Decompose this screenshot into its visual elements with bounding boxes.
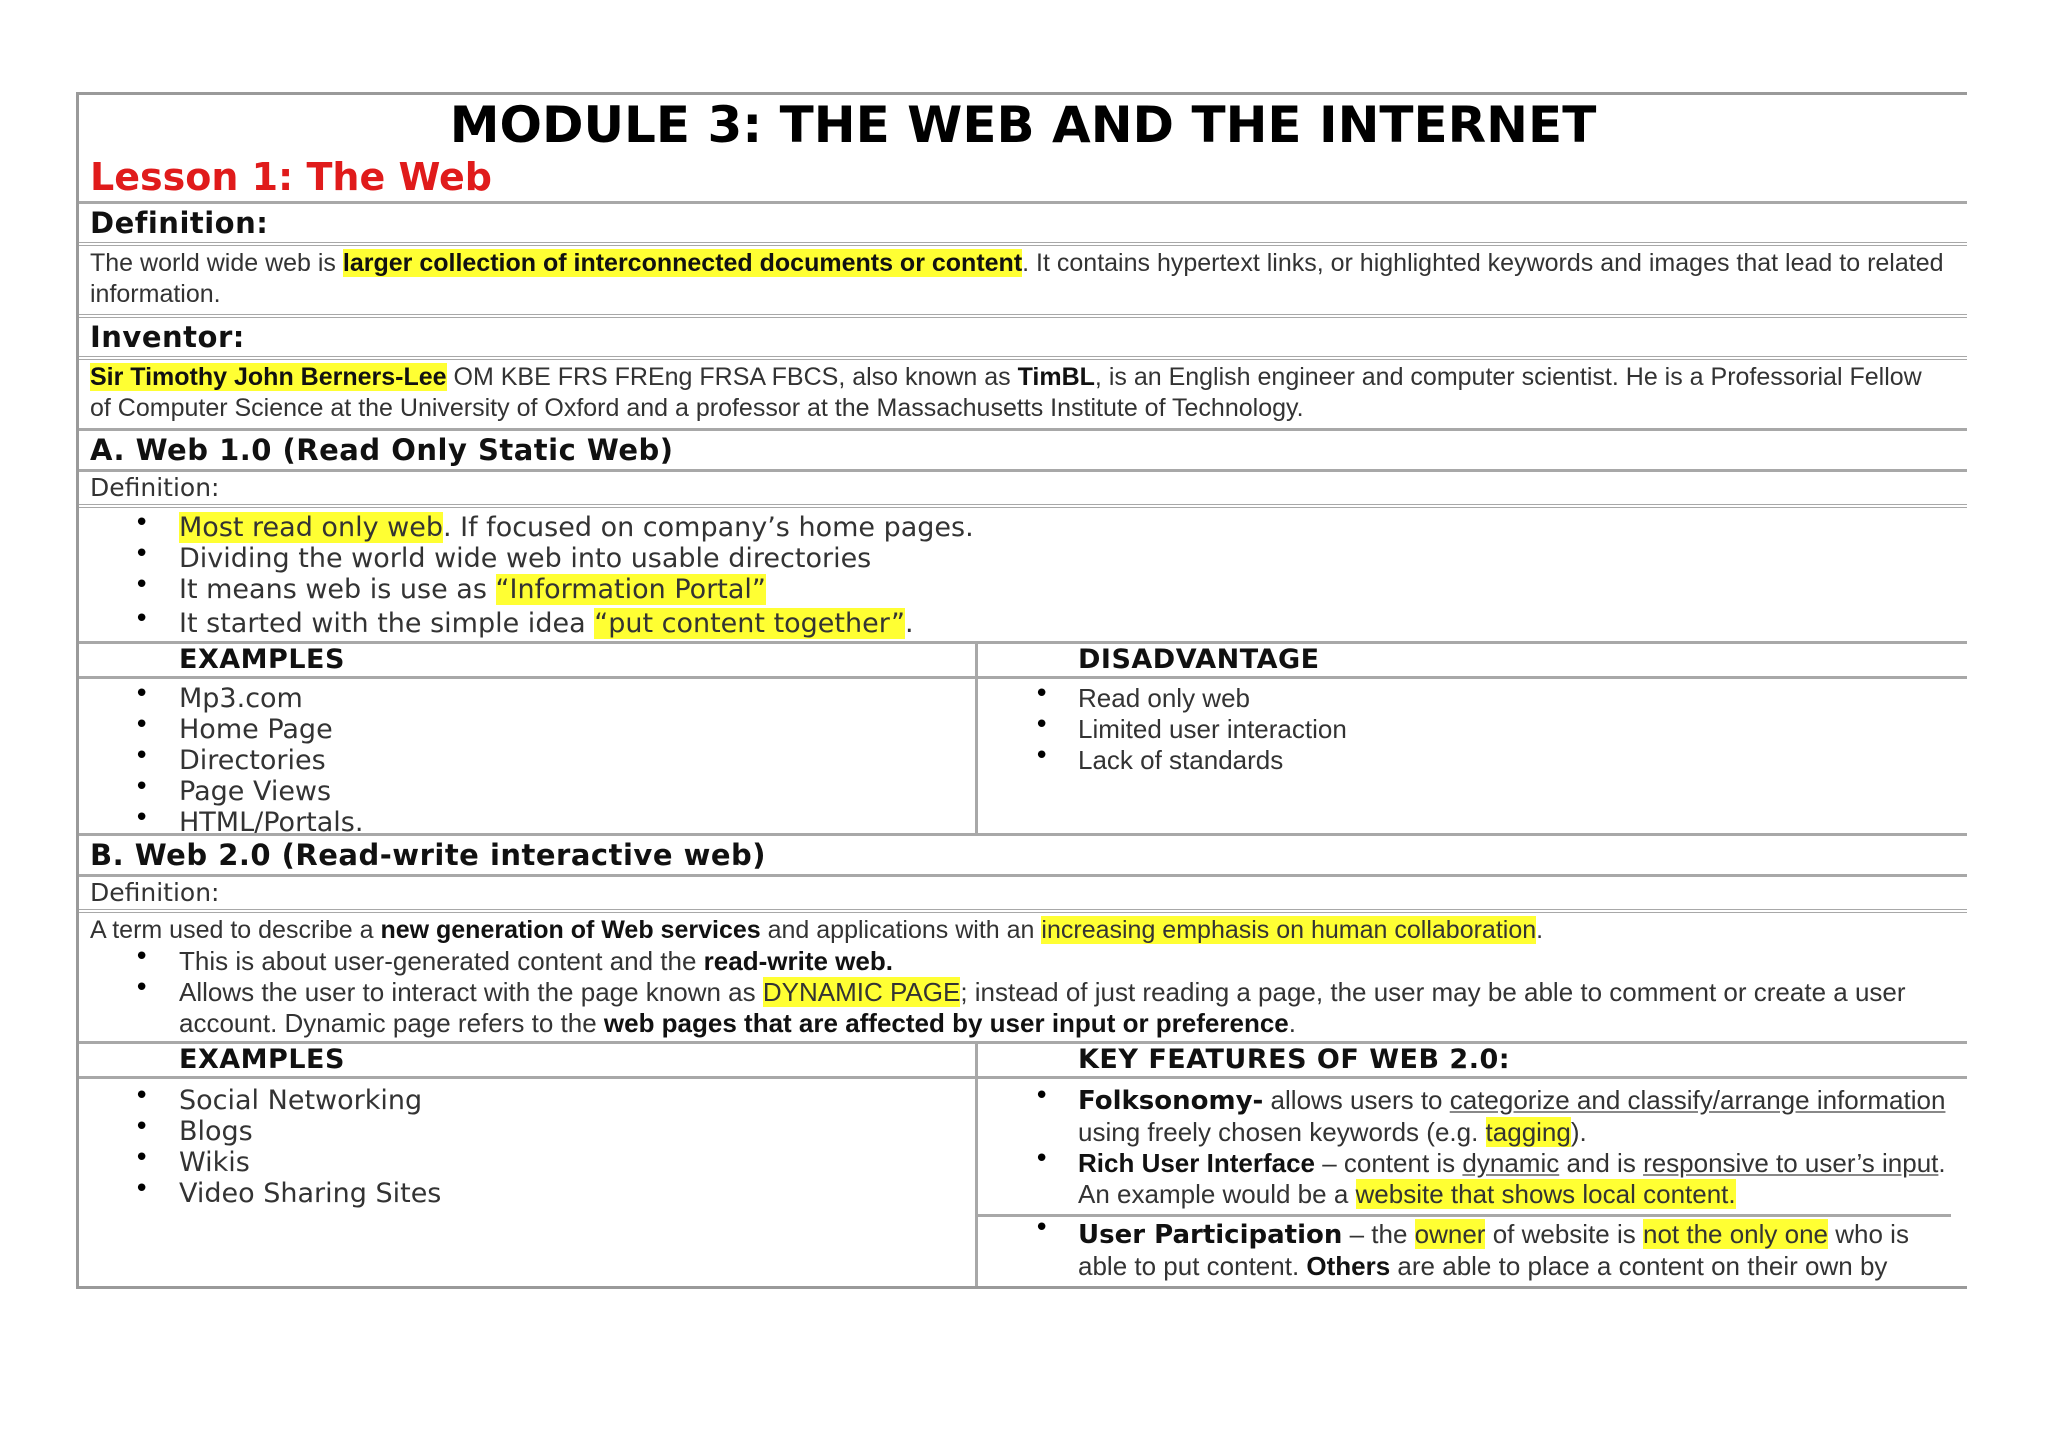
feature-1-underline: categorize and classify/arrange information — [1449, 1085, 1946, 1115]
web1-heading: A. Web 1.0 (Read Only Static Web) — [90, 433, 674, 467]
inventor-text-b: , is an English engineer and computer scientist. He is a Professorial Fellow of Computer Science at the University of Oxford and a professor at the Massachusetts Institute of Technology. — [90, 363, 1922, 422]
lesson-title: Lesson 1: The Web — [90, 155, 492, 199]
inventor-heading: Inventor: — [90, 320, 245, 354]
web1-examples-list — [79, 679, 975, 838]
feature-3-title: User Participation — [1078, 1220, 1343, 1250]
web1-disadvantage-heading: DISADVANTAGE — [1078, 644, 1320, 675]
inventor-text-a: OM KBE FRS FREng FRSA FBCS, also known as — [446, 363, 1018, 391]
definition-heading-row — [79, 204, 1967, 246]
web2-features-head-row — [978, 1044, 1967, 1079]
web2-features-list — [978, 1079, 1967, 1286]
web2-bullet-1-bold: read-write web. — [703, 946, 893, 976]
feature-3-text-a: – the — [1342, 1219, 1415, 1249]
definition-highlight: larger collection of interconnected documents or content — [342, 249, 1023, 277]
web2-examples-head-row — [79, 1044, 975, 1079]
web1-example-item: • Directories — [79, 745, 975, 776]
inventor-text — [79, 360, 1967, 428]
web2-examples-heading: EXAMPLES — [179, 1044, 345, 1075]
web1-bullet-4-highlight: “put content together” — [594, 608, 905, 639]
web1-bullet-3-text: It means web is use as — [179, 574, 496, 605]
web1-disadvantage-head-row — [978, 644, 1967, 679]
web1-disadvantage-column — [978, 644, 1967, 833]
web1-disadvantage-item: • Limited user interaction — [978, 714, 1967, 745]
web2-features-heading: KEY FEATURES OF WEB 2.0: — [1078, 1044, 1511, 1075]
feature-2-text-c: . An example would be a — [1078, 1148, 1946, 1209]
web2-feature-rich-ui — [978, 1148, 1951, 1214]
web2-definition-label: Definition: — [90, 878, 220, 907]
web1-examples-column — [79, 644, 978, 838]
web2-examples-list — [79, 1079, 975, 1215]
web1-bullet-4 — [79, 608, 1967, 639]
web1-bullet-3 — [79, 574, 1967, 605]
definition-text-a: The world wide web is — [90, 249, 343, 277]
web2-definition-label-row — [79, 877, 1967, 913]
feature-1-text-a: allows users to — [1263, 1085, 1450, 1115]
definition-text-b: . It contains hypertext links, or highlighted keywords and images that lead to related information. — [90, 249, 1944, 308]
definition-text — [79, 246, 1967, 314]
web1-example-item: • Page Views — [79, 776, 975, 807]
web1-example-item: • Home Page — [79, 714, 975, 745]
inventor-row — [79, 360, 1967, 431]
web2-def-a: A term used to describe a — [90, 916, 381, 944]
module-table — [76, 92, 1967, 1289]
web2-bullet-2 — [79, 977, 1947, 1039]
web2-bullet-2-text-b: ; instead of just reading a page, the user may be able to comment or create a user account. Dynamic page refers to the — [179, 977, 1906, 1038]
inventor-alias: TimBL — [1017, 363, 1095, 391]
feature-1-highlight: tagging — [1485, 1117, 1571, 1147]
definition-row — [79, 246, 1967, 318]
web1-bullet-list — [79, 512, 1967, 639]
web2-example-item: • Wikis — [79, 1147, 975, 1178]
page-title: MODULE 3: THE WEB AND THE INTERNET — [449, 96, 1597, 154]
web2-bullet-2-bold: web pages that are affected by user input or preference — [603, 1008, 1289, 1038]
web2-heading: B. Web 2.0 (Read-write interactive web) — [90, 838, 767, 872]
web1-disadvantage-list — [978, 679, 1967, 780]
web1-definition-label: Definition: — [90, 473, 220, 502]
web1-bullet-1-highlight: Most read only web — [179, 512, 443, 543]
feature-3-highlight-2: not the only one — [1642, 1219, 1829, 1249]
feature-1-title: Folksonomy- — [1078, 1086, 1264, 1116]
web2-bullet-2-highlight: DYNAMIC PAGE — [762, 977, 961, 1007]
inventor-heading-row — [79, 318, 1967, 360]
feature-2-title: Rich User Interface — [1078, 1148, 1315, 1178]
web2-def-highlight: increasing emphasis on human collaboration — [1041, 916, 1537, 944]
web1-bullet-2 — [79, 543, 1967, 574]
feature-1-end: ). — [1570, 1117, 1587, 1147]
web2-definition-text — [79, 913, 1967, 946]
web2-feature-folksonomy — [978, 1085, 1951, 1148]
web1-definition-label-row — [79, 472, 1967, 508]
web1-example-item: • HTML/Portals. — [79, 807, 975, 838]
web2-def-d: . — [1536, 916, 1544, 944]
web2-bullet-2-end: . — [1288, 1008, 1296, 1038]
web1-example-item: • Mp3.com — [79, 683, 975, 714]
web1-bullet-1 — [79, 512, 1967, 543]
feature-2-text-b: and is — [1559, 1148, 1644, 1178]
web1-heading-row — [79, 431, 1967, 472]
web1-examples-heading: EXAMPLES — [179, 644, 345, 675]
web1-columns — [79, 644, 1967, 838]
web1-bullet-4-text: It started with the simple idea — [179, 608, 595, 639]
web1-disadvantage-item: • Read only web — [978, 683, 1967, 714]
web1-examples-head-row — [79, 644, 975, 679]
web1-bullet-2-text: Dividing the world wide web into usable directories — [179, 543, 872, 574]
definition-heading: Definition: — [90, 206, 269, 240]
web1-bullet-1-text: . If focused on company’s home pages. — [442, 512, 974, 543]
title-row — [79, 95, 1967, 204]
web2-columns — [79, 1044, 1967, 1289]
feature-3-bold-2: Others — [1306, 1251, 1391, 1281]
feature-2-underline-2: responsive to user’s input — [1643, 1148, 1939, 1178]
web2-example-item: • Video Sharing Sites — [79, 1178, 975, 1209]
feature-3-text-d: are able to place a content on their own by — [1390, 1251, 1888, 1281]
web1-bullets-row — [79, 508, 1967, 644]
web2-feature-participation — [978, 1214, 1951, 1282]
web2-example-item: • Social Networking — [79, 1085, 975, 1116]
feature-2-highlight: website that shows local content. — [1355, 1179, 1736, 1209]
feature-1-text-b: using freely chosen keywords (e.g. — [1078, 1117, 1486, 1147]
web2-features-column — [978, 1044, 1967, 1286]
web2-example-item: • Blogs — [79, 1116, 975, 1147]
web1-bullet-4-end: . — [904, 608, 914, 639]
feature-3-highlight-1: owner — [1414, 1219, 1486, 1249]
web1-bullet-3-highlight: “Information Portal” — [495, 574, 766, 605]
web1-disadvantage-item: • Lack of standards — [978, 745, 1967, 776]
web2-heading-row — [79, 833, 1967, 877]
web2-bullet-2-text: Allows the user to interact with the page known as — [179, 977, 763, 1007]
web2-examples-column — [79, 1044, 978, 1286]
web2-definition-row — [79, 913, 1967, 1044]
web2-bullet-1-text: This is about user-generated content and the — [179, 946, 704, 976]
web2-bullet-1 — [79, 946, 1947, 977]
feature-2-underline-1: dynamic — [1462, 1148, 1560, 1178]
feature-2-text-a: – content is — [1314, 1148, 1463, 1178]
web2-bullet-list — [79, 946, 1967, 1039]
feature-3-text-c: who is able to put content. — [1078, 1219, 1909, 1281]
web2-def-c: and applications with an — [760, 916, 1042, 944]
web2-def-bold: new generation of Web services — [380, 916, 761, 944]
feature-3-text-b: of website is — [1485, 1219, 1643, 1249]
inventor-name: Sir Timothy John Berners-Lee — [90, 363, 447, 391]
